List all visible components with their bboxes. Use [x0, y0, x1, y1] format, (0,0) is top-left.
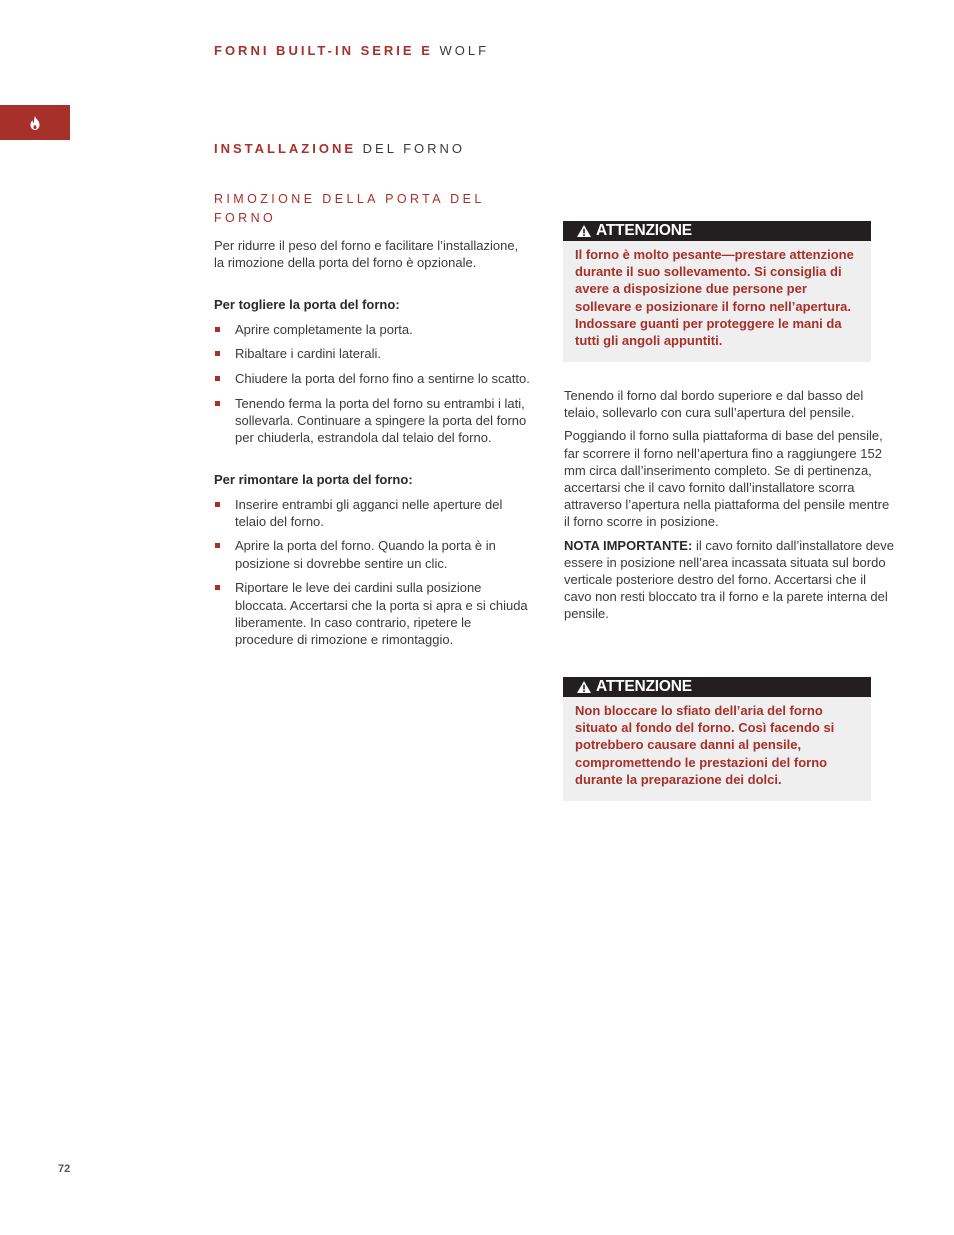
running-head-brand: WOLF: [439, 43, 490, 58]
refit-door-steps: [214, 496, 530, 649]
list-item: Tenendo ferma la porta del forno su entrambi i lati, sollevarla. Continuare a spingere la porta del forno per chiuderla, estrandola dal telaio del forno.: [214, 395, 530, 447]
left-column: [214, 237, 530, 656]
lift-paragraph: Tenendo il forno dal bordo superiore e dal basso del telaio, sollevarlo con cura sull’apertura del pensile.: [564, 388, 864, 421]
warning-box-heavy: [563, 221, 871, 362]
section-heading: [214, 141, 465, 157]
subsection-heading: RIMOZIONE DELLA PORTA DEL FORNO: [214, 192, 485, 225]
flame-icon: [29, 116, 41, 130]
warning-label: ATTENZIONE: [596, 222, 692, 239]
bullet-square-icon: [215, 351, 220, 356]
remove-door-lead: Per togliere la porta del forno:: [214, 297, 400, 313]
list-item: Inserire entrambi gli agganci nelle aperture del telaio del forno.: [214, 496, 530, 530]
note-label: NOTA IMPORTANTE:: [564, 537, 693, 553]
important-note: [564, 537, 894, 623]
note-text: il cavo fornito dall’installatore deve essere in posizione nell’area incassata situata sul bordo verticale posteriore destro del forno. Accertarsi che il cavo non resti bloccato tra il forno e la parete interna del pensile.: [564, 537, 894, 622]
warning-text: Il forno è molto pesante—prestare attenzione durante il suo sollevamento. Si consiglia di avere a disposizione due persone per sollevare e posizionare il forno nell’apertura. Indossare guanti per proteggere le mani da tutti gli angoli appuntiti.: [575, 247, 854, 349]
warning-bar: [563, 677, 871, 697]
remove-door-steps: [214, 321, 530, 447]
running-head-series: FORNI BUILT-IN SERIE E: [214, 43, 433, 58]
running-head: [214, 43, 489, 59]
list-item: Ribaltare i cardini laterali.: [214, 345, 530, 362]
intro-paragraph: Per ridurre il peso del forno e facilitare l’installazione, la rimozione della porta del forno è opzionale.: [214, 238, 519, 271]
section-heading-light: DEL FORNO: [362, 141, 466, 156]
page-number: 72: [58, 1163, 71, 1175]
warning-text: Non bloccare lo sfiato dell’aria del forno situato al fondo del forno. Così facendo si potrebbero causare danni al pensile, compromettendo le prestazioni del forno durante la preparazione dei dolci.: [575, 703, 835, 787]
list-item: Riportare le leve dei cardini sulla posizione bloccata. Accertarsi che la porta si apra e si chiuda liberamente. In caso contrario, ripetere le procedure di rimozione e rimontaggio.: [214, 579, 530, 648]
warning-label: ATTENZIONE: [596, 678, 692, 695]
bullet-square-icon: [215, 401, 220, 406]
bullet-square-icon: [215, 376, 220, 381]
warning-bar: [563, 221, 871, 241]
bullet-square-icon: [215, 585, 220, 590]
list-item: Aprire la porta del forno. Quando la porta è in posizione si dovrebbe sentire un clic.: [214, 537, 530, 571]
list-item: Aprire completamente la porta.: [214, 321, 530, 338]
section-heading-bold: INSTALLAZIONE: [214, 141, 357, 156]
slide-paragraph: Poggiando il forno sulla piattaforma di base del pensile, far scorrere il forno nell’apertura fino a raggiungere 152 mm circa dall’inserimento completo. Se di pertinenza, accertarsi che il cavo fornito dall’installatore scorra attraverso l’apertura nella piattaforma del pensile mentre il forno scorre in posizione.: [564, 428, 890, 530]
refit-door-lead: Per rimontare la porta del forno:: [214, 472, 413, 488]
section-tab: [0, 105, 70, 140]
bullet-square-icon: [215, 502, 220, 507]
warning-triangle-icon: [577, 225, 591, 237]
bullet-square-icon: [215, 327, 220, 332]
bullet-square-icon: [215, 543, 220, 548]
right-column-text: [564, 387, 894, 623]
warning-triangle-icon: [577, 681, 591, 693]
warning-box-vent: [563, 677, 871, 801]
list-item: Chiudere la porta del forno fino a sentirne lo scatto.: [214, 370, 530, 387]
